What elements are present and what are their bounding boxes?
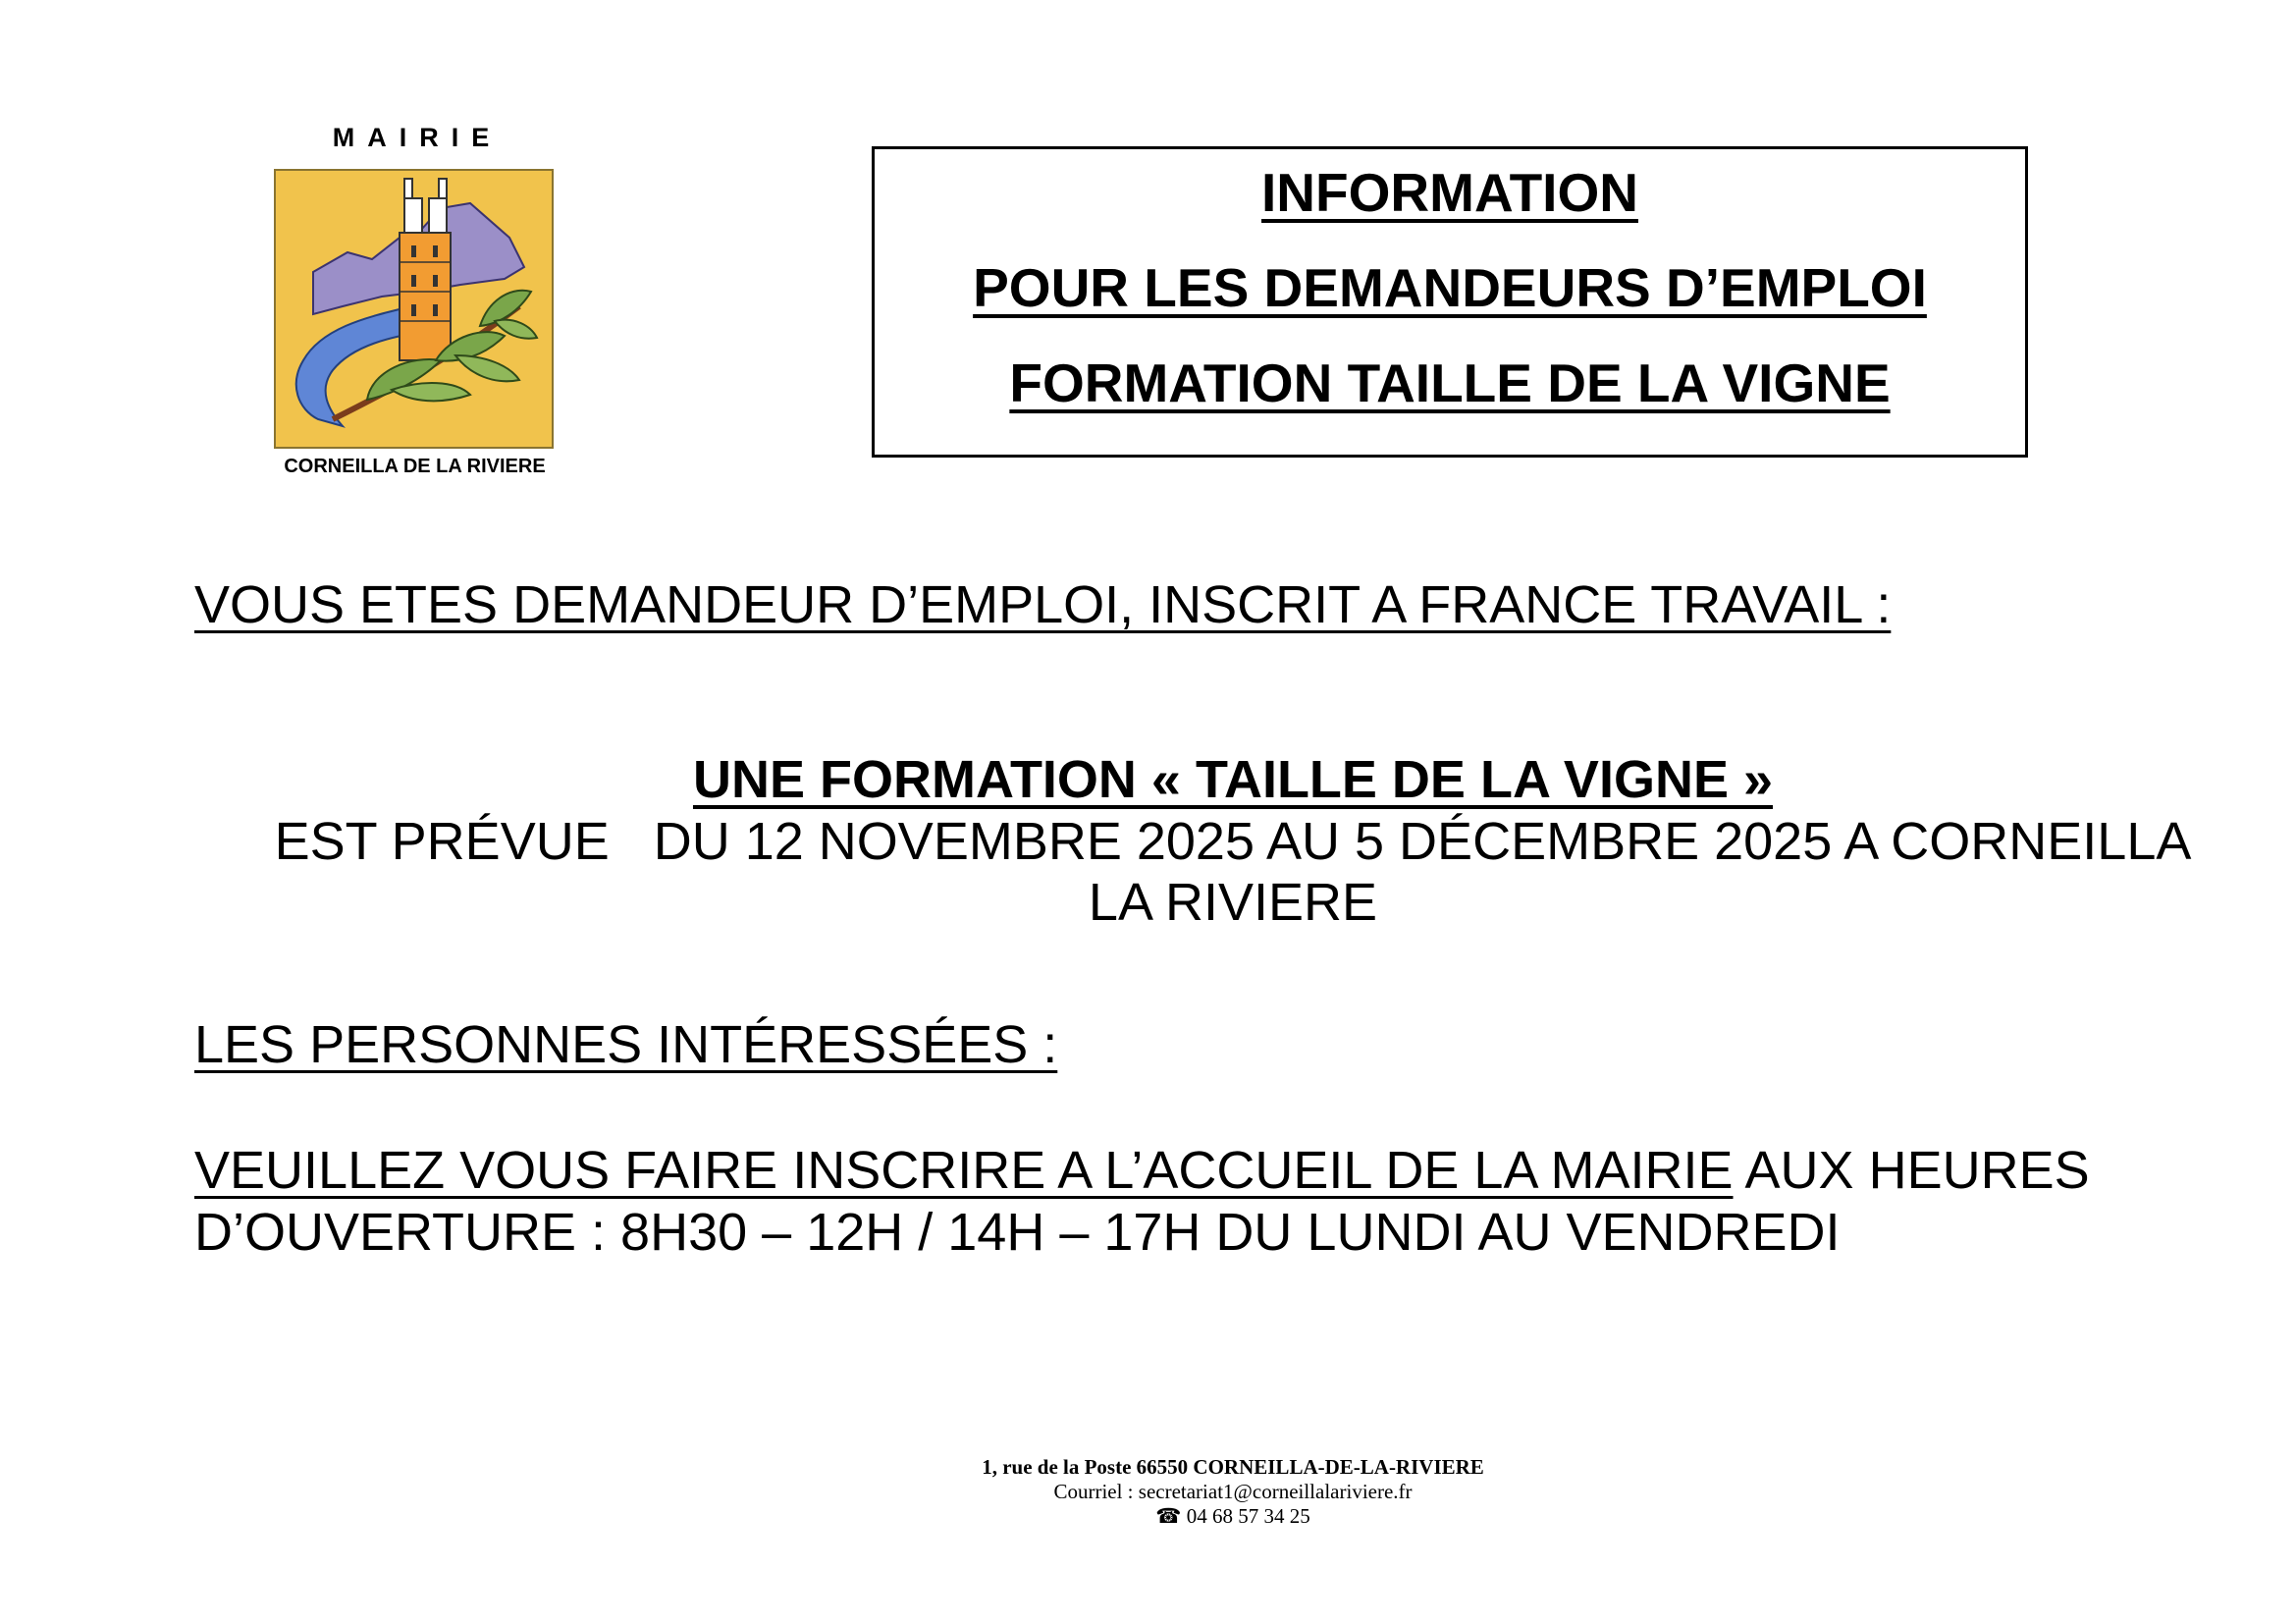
info-subtitle (875, 256, 2025, 319)
registration-paragraph (194, 1140, 2256, 1264)
intro-paragraph (194, 573, 1891, 636)
info-title (875, 161, 2025, 224)
interested-heading (194, 1013, 1057, 1076)
opening-hours: D’OUVERTURE : 8H30 – 12H / 14H – 17H DU LUNDI AU VENDREDI (194, 1203, 1841, 1262)
footer-phone (0, 1504, 2296, 1529)
telephone-icon: ☎ (1155, 1504, 1182, 1528)
info-formation-text: FORMATION TAILLE DE LA VIGNE (1009, 352, 1891, 413)
formation-dates (196, 811, 2269, 933)
formation-dates-line2: LA RIVIERE (1088, 873, 1378, 932)
footer (0, 1455, 2296, 1529)
info-formation (875, 352, 2025, 414)
info-title-text: INFORMATION (1261, 162, 1638, 223)
commune-label: CORNEILLA DE LA RIVIERE (284, 456, 546, 477)
registration-underlined: VEUILLEZ VOUS FAIRE INSCRIRE A L’ACCUEIL DE LA MAIRIE (194, 1141, 1734, 1200)
info-subtitle-text: POUR LES DEMANDEURS D’EMPLOI (973, 257, 1927, 318)
interested-text: LES PERSONNES INTÉRESSÉES : (194, 1015, 1058, 1074)
mairie-label: MAIRIE (332, 123, 503, 152)
formation-title-text: UNE FORMATION « TAILLE DE LA VIGNE » (692, 750, 1774, 809)
formation-title (0, 748, 2296, 811)
info-box (872, 146, 2028, 458)
formation-dates-line1: EST PRÉVUE DU 12 NOVEMBRE 2025 AU 5 DÉCEMBRE 2025 A CORNEILLA (274, 812, 2192, 871)
registration-rest: AUX HEURES (1733, 1141, 2090, 1200)
footer-phone-number: 04 68 57 34 25 (1181, 1504, 1310, 1528)
registration-line1 (194, 1140, 2256, 1202)
town-logo (274, 169, 554, 449)
intro-text: VOUS ETES DEMANDEUR D’EMPLOI, INSCRIT A FRANCE TRAVAIL : (194, 575, 1892, 634)
footer-address: 1, rue de la Poste 66550 CORNEILLA-DE-LA-RIVIERE (982, 1455, 1484, 1479)
footer-email: Courriel : secretariat1@corneillalariviere.fr (1053, 1480, 1413, 1503)
